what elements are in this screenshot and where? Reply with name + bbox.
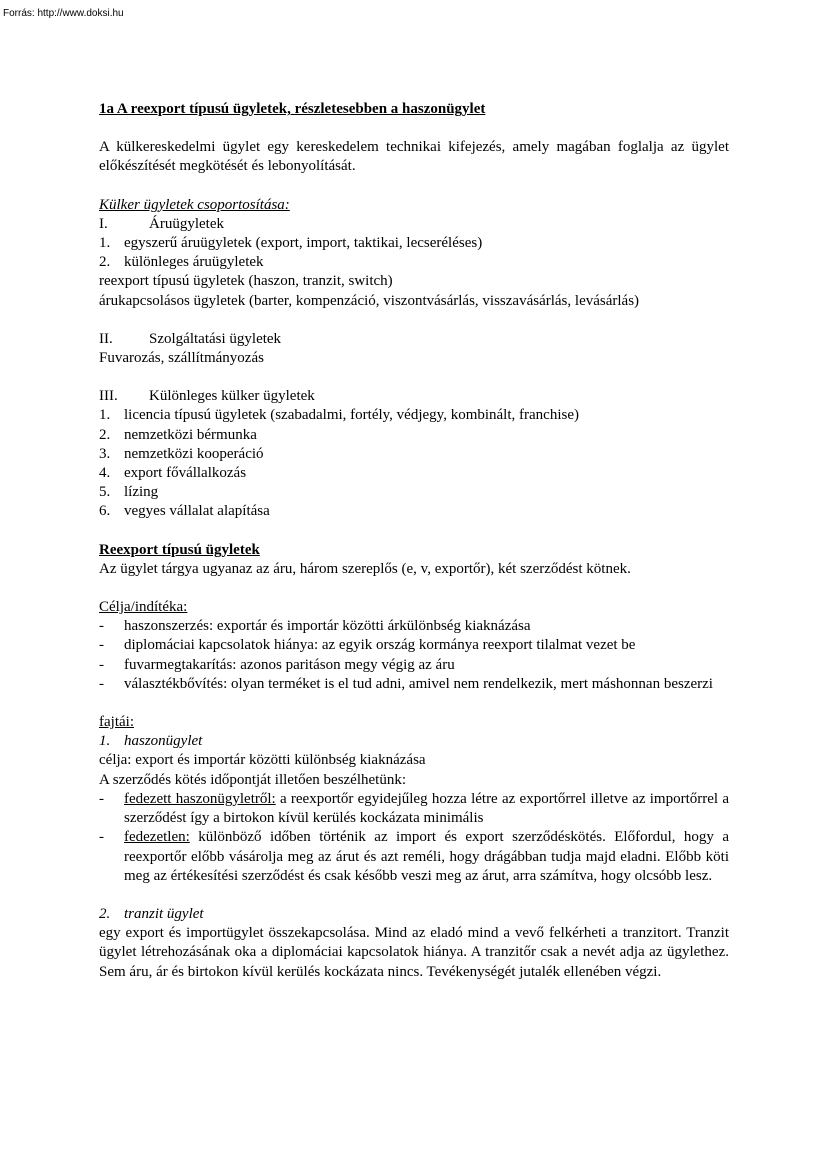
list-number: 2. xyxy=(99,426,111,443)
sub-line: Fuvarozás, szállítmányozás xyxy=(99,350,264,367)
list-number: 2. xyxy=(99,254,111,271)
covered-label: fedezett haszonügyletről: xyxy=(124,790,276,807)
document-title: 1a A reexport típusú ügyletek, részletesebben a haszonügylet xyxy=(99,101,486,117)
list-number: 2. xyxy=(99,905,111,922)
list-item xyxy=(99,406,729,425)
list-item xyxy=(99,790,729,828)
list-number: 1. xyxy=(99,733,111,750)
list-item xyxy=(99,828,729,886)
type-1-intro: A szerződés kötés időpontját illetően beszélhetünk: xyxy=(99,771,407,788)
list-number: 1. xyxy=(99,407,111,424)
list-item xyxy=(99,426,729,445)
section-3-heading xyxy=(99,387,729,406)
section-1-heading xyxy=(99,215,729,234)
reexport-heading: Reexport típusú ügyletek xyxy=(99,541,260,558)
list-text: lízing xyxy=(124,484,159,501)
list-number: 5. xyxy=(99,484,111,501)
list-text: különleges áruügyletek xyxy=(124,254,264,271)
bullet-dash: - xyxy=(99,675,104,692)
list-item xyxy=(99,675,729,694)
list-number: 1. xyxy=(99,235,111,252)
types-heading: fajtái: xyxy=(99,714,134,731)
type-2-text: egy export és importügylet összekapcsolása. Mind az eladó mind a vevő felkérheti a tranzitort. Tranzit ügylet létrehozásának oka a diplomáciai kapcsolatok hiánya. A tranzitőr csak a nevét adja az ügylethez. Sem áru, ár és birtokon kívül kerülés kockázata nincs. Tevékenységét jutalék ellenében végzi. xyxy=(99,925,729,980)
uncovered-label: fedezetlen: xyxy=(124,829,190,846)
list-item xyxy=(99,464,729,483)
list-text: haszonszerzés: exportár és importár közötti árkülönbség kiaknázása xyxy=(124,618,531,635)
list-text: licencia típusú ügyletek (szabadalmi, fortély, védjegy, kombinált, franchise) xyxy=(124,407,579,424)
list-item xyxy=(99,253,729,272)
list-item xyxy=(99,656,729,675)
list-item xyxy=(99,234,729,253)
grouping-heading: Külker ügyletek csoportosítása: xyxy=(99,196,290,213)
section-2-heading xyxy=(99,330,729,349)
reexport-text: Az ügylet tárgya ugyanaz az áru, három szereplős (e, v, exportőr), két szerződést kötnek. xyxy=(99,560,631,577)
bullet-dash: - xyxy=(99,790,104,807)
intro-paragraph: A külkereskedelmi ügylet egy kereskedelem technikai kifejezés, amely magában foglalja az ügylet előkészítését megkötését és lebonyolítását. xyxy=(99,139,729,175)
type-label: tranzit ügylet xyxy=(124,905,204,922)
roman-numeral: I. xyxy=(99,215,108,232)
covered-text: a reexportőr egyidejűleg hozza létre az exportőrrel illetve az importőrrel a szerződést így a birtokon kívül kerülés kockázata minimális xyxy=(124,790,729,827)
list-text: egyszerű áruügyletek (export, import, taktikai, lecseréléses) xyxy=(124,235,483,252)
list-item xyxy=(99,502,729,521)
list-text: nemzetközi bérmunka xyxy=(124,426,257,443)
sub-line: árukapcsolásos ügyletek (barter, kompenzáció, viszontvásárlás, visszavásárlás, levásárlás) xyxy=(99,292,640,309)
bullet-dash: - xyxy=(99,618,104,635)
section-label: Áruügyletek xyxy=(149,215,224,232)
list-item xyxy=(99,636,729,655)
list-item xyxy=(99,617,729,636)
list-number: 6. xyxy=(99,503,111,520)
bullet-dash: - xyxy=(99,829,104,846)
document-page xyxy=(99,100,729,982)
list-number: 4. xyxy=(99,465,111,482)
list-item xyxy=(99,445,729,464)
type-1-goal: célja: export és importár közötti különbség kiaknázása xyxy=(99,752,426,769)
bullet-dash: - xyxy=(99,656,104,673)
section-label: Szolgáltatási ügyletek xyxy=(149,330,282,347)
type-label: haszonügylet xyxy=(124,733,203,750)
list-text: export fővállalkozás xyxy=(124,465,247,482)
bullet-dash: - xyxy=(99,637,104,654)
roman-numeral: III. xyxy=(99,388,118,405)
type-1-heading xyxy=(99,732,729,751)
list-text: vegyes vállalat alapítása xyxy=(124,503,270,520)
list-text: nemzetközi kooperáció xyxy=(124,445,264,462)
list-text: választékbővítés: olyan terméket is el tud adni, amivel nem rendelkezik, mert máshonnan beszerzi xyxy=(124,675,713,692)
list-item xyxy=(99,483,729,502)
list-text xyxy=(124,790,729,828)
source-url: Forrás: http://www.doksi.hu xyxy=(3,8,124,19)
list-text: fuvarmegtakarítás: azonos paritáson megy végig az áru xyxy=(124,656,455,673)
uncovered-text: különböző időben történik az import és export szerződéskötés. Előfordul, hogy a reexportőr előbb vásárolja meg az árut és azt reméli, hogy drágábban tudja majd eladni. Előbb köti meg az értékesítési szerződést és csak később veszi meg az árut, arra számítva, hogy olcsóbb lesz. xyxy=(124,829,729,884)
roman-numeral: II. xyxy=(99,330,113,347)
sub-line: reexport típusú ügyletek (haszon, tranzit, switch) xyxy=(99,273,393,290)
type-2-heading xyxy=(99,905,729,924)
list-text xyxy=(124,828,729,886)
list-number: 3. xyxy=(99,445,111,462)
list-text: diplomáciai kapcsolatok hiánya: az egyik ország kormánya reexport tilalmat vezet be xyxy=(124,637,636,654)
purpose-heading: Célja/indítéka: xyxy=(99,599,188,616)
section-label: Különleges külker ügyletek xyxy=(149,388,315,405)
